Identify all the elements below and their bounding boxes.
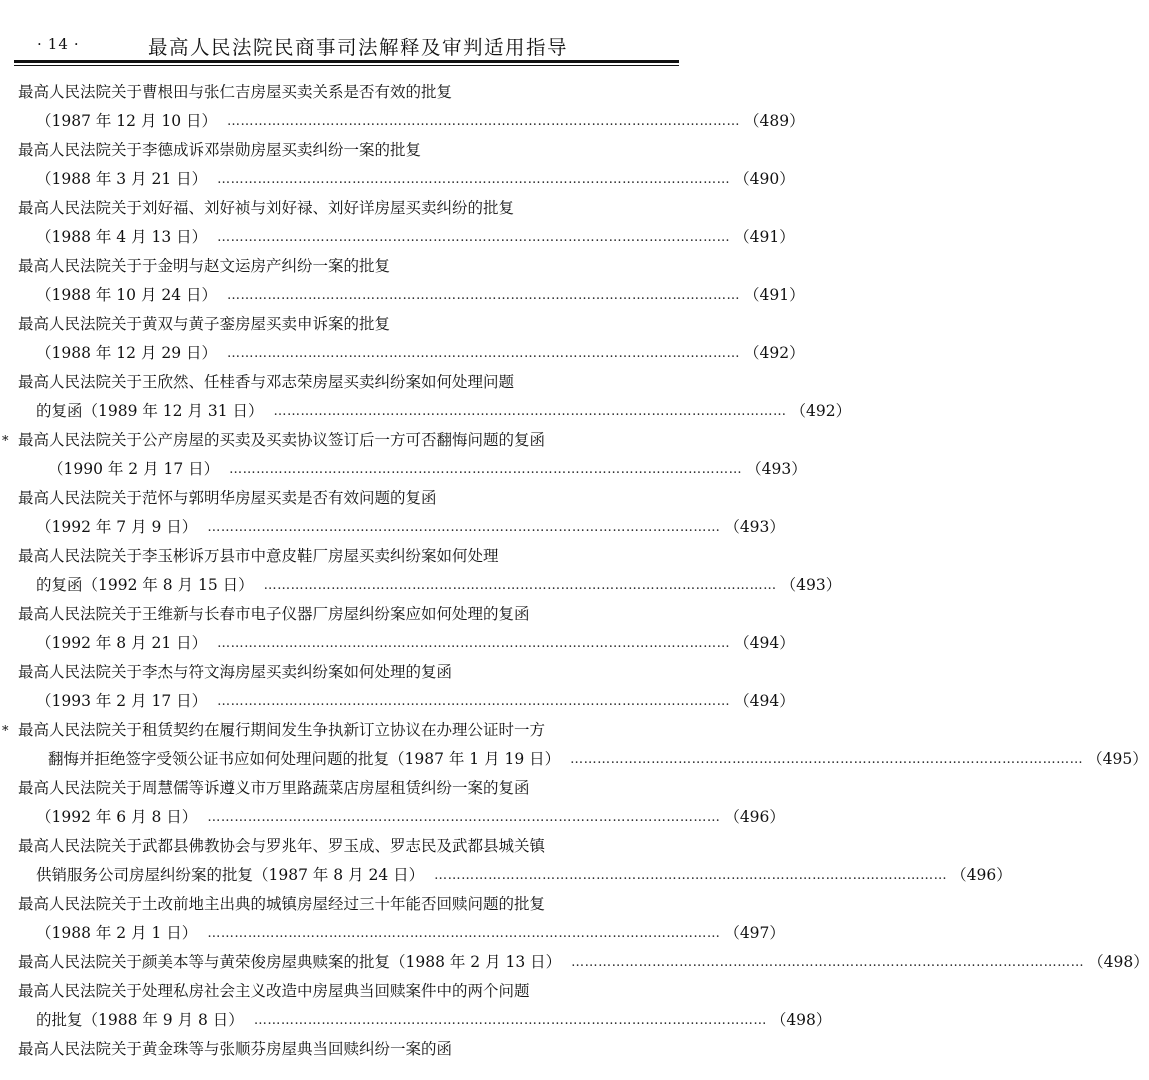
toc-entry-date: 翻悔并拒绝签字受领公证书应如何处理问题的批复（1987 年 1 月 19 日） <box>48 750 561 768</box>
toc-entry-date: （1988 年 4 月 13 日） <box>36 228 208 246</box>
dot-leader: …………………………………………………………………………………………………… <box>273 404 787 419</box>
toc-entry-page: （490） <box>734 170 795 188</box>
dot-leader: …………………………………………………………………………………………………… <box>217 636 731 651</box>
toc-entry-page: （496） <box>951 866 1012 884</box>
toc-entry-title: 最高人民法院关于租赁契约在履行期间发生争执新订立协议在办理公证时一方 <box>18 721 546 739</box>
toc-entry-title: 最高人民法院关于刘好福、刘好祯与刘好禄、刘好详房屋买卖纠纷的批复 <box>18 199 515 217</box>
toc-entry-page: （491） <box>744 286 805 304</box>
dot-leader: …………………………………………………………………………………………………… <box>227 288 741 303</box>
toc-entry-date: 供销服务公司房屋纠纷案的批复（1987 年 8 月 24 日） <box>36 866 425 884</box>
toc-entry-date: 的复函（1989 年 12 月 31 日） <box>36 402 264 420</box>
toc-entry-page: （494） <box>734 692 795 710</box>
toc-entry-title-line <box>18 832 672 861</box>
toc-entry-sub-line <box>18 513 785 542</box>
toc-entry-page: （493） <box>724 518 785 536</box>
toc-entry-sub-line <box>18 687 795 716</box>
toc-entry-title: 最高人民法院关于于金明与赵文运房产纠纷一案的批复 <box>18 257 391 275</box>
toc-entry-sub-line <box>18 107 805 136</box>
toc-entry-title-line <box>18 484 672 513</box>
toc-entry-sub-line <box>18 281 805 310</box>
dot-leader: …………………………………………………………………………………………………… <box>217 694 731 709</box>
dot-leader: …………………………………………………………………………………………………… <box>227 346 741 361</box>
star-marker-icon: * <box>2 724 9 739</box>
toc-entry-date: （1988 年 3 月 21 日） <box>36 170 208 188</box>
toc-entry-sub-line <box>18 919 785 948</box>
toc-entry-title-line <box>18 194 672 223</box>
toc-entry-sub-line <box>18 745 1148 774</box>
toc-entry-title-line <box>18 310 672 339</box>
toc-entry <box>18 890 785 948</box>
toc-entry-title: 最高人民法院关于武都县佛教协会与罗兆年、罗玉成、罗志民及武都县城关镇 <box>18 837 546 855</box>
toc-entry-page: （498） <box>770 1011 832 1029</box>
toc-entry-title-line <box>18 890 672 919</box>
table-of-contents <box>2 78 1149 1064</box>
toc-entry-title: 最高人民法院关于周慧儒等诉遵义市万里路蔬菜店房屋租赁纠纷一案的复函 <box>18 779 530 797</box>
toc-entry-title-line <box>18 977 672 1006</box>
toc-entry-page: （496） <box>724 808 785 826</box>
toc-entry-date: （1990 年 2 月 17 日） <box>48 460 220 478</box>
dot-leader: …………………………………………………………………………………………………… <box>263 578 777 593</box>
toc-entry-sub-line <box>18 455 807 484</box>
toc-entry <box>18 832 1012 890</box>
dot-leader: …………………………………………………………………………………………………… <box>434 868 948 883</box>
toc-entry-sub-line <box>18 1006 832 1035</box>
toc-entry-title-line <box>18 1035 672 1064</box>
toc-entry <box>18 484 785 542</box>
toc-entry <box>18 194 795 252</box>
toc-entry-date: 的批复（1988 年 9 月 8 日） <box>36 1011 244 1029</box>
toc-entry-page: （493） <box>746 460 807 478</box>
toc-entry-page: （491） <box>734 228 795 246</box>
dot-leader: …………………………………………………………………………………………………… <box>217 172 731 187</box>
toc-entry-date: （1992 年 8 月 21 日） <box>36 634 208 652</box>
toc-entry-title-line <box>18 78 672 107</box>
toc-entry <box>18 658 795 716</box>
toc-entry-title: 最高人民法院关于李杰与符文海房屋买卖纠纷案如何处理的复函 <box>18 663 453 681</box>
toc-entry-page: （498） <box>1088 953 1149 971</box>
page-header <box>14 16 679 64</box>
toc-entry <box>2 716 1148 774</box>
toc-entry-page: （497） <box>724 924 785 942</box>
dot-leader: …………………………………………………………………………………………………… <box>229 462 743 477</box>
toc-entry-date: （1988 年 2 月 1 日） <box>36 924 198 942</box>
toc-entry-title: 最高人民法院关于处理私房社会主义改造中房屋典当回赎案件中的两个问题 <box>18 982 530 1000</box>
toc-entry-title: 最高人民法院关于李玉彬诉万县市中意皮鞋厂房屋买卖纠纷案如何处理 <box>18 547 499 565</box>
header-rule-thin <box>14 65 679 66</box>
toc-entry-title-line <box>18 774 672 803</box>
toc-entry <box>18 948 1149 977</box>
toc-entry <box>18 774 785 832</box>
toc-entry <box>18 977 832 1035</box>
dot-leader: …………………………………………………………………………………………………… <box>227 114 741 129</box>
toc-entry-title: 最高人民法院关于王欣然、任桂香与邓志荣房屋买卖纠纷案如何处理问题 <box>18 373 515 391</box>
star-marker-icon: * <box>2 434 9 449</box>
toc-entry-date: （1987 年 12 月 10 日） <box>36 112 218 130</box>
toc-entry-sub-line <box>18 165 795 194</box>
toc-entry <box>18 252 805 310</box>
running-title: 最高人民法院民商事司法解释及审判适用指导 <box>148 36 569 59</box>
toc-entry-sub-line <box>18 339 805 368</box>
toc-entry-date: （1993 年 2 月 17 日） <box>36 692 208 710</box>
toc-entry-date: （1988 年 12 月 29 日） <box>36 344 218 362</box>
toc-entry-page: （493） <box>780 576 842 594</box>
toc-entry-title: 最高人民法院关于颜美本等与黄荣俊房屋典赎案的批复（1988 年 2 月 13 日） <box>18 953 562 971</box>
toc-entry-title-line <box>18 368 672 397</box>
toc-entry-page: （495） <box>1087 750 1148 768</box>
dot-leader: …………………………………………………………………………………………………… <box>207 520 721 535</box>
dot-leader: …………………………………………………………………………………………………… <box>207 926 721 941</box>
page-number-value: 14 <box>47 35 69 53</box>
toc-entry-title: 最高人民法院关于黄金珠等与张顺芬房屋典当回赎纠纷一案的函 <box>18 1040 453 1058</box>
toc-entry <box>18 78 805 136</box>
toc-entry-title: 最高人民法院关于黄双与黄子銮房屋买卖申诉案的批复 <box>18 315 391 333</box>
toc-entry-sub-line <box>18 223 795 252</box>
toc-entry-title-line <box>18 252 672 281</box>
toc-entry-sub-line <box>18 803 785 832</box>
toc-entry <box>18 310 805 368</box>
toc-entry <box>18 1035 672 1064</box>
toc-entry-title: 最高人民法院关于李德成诉邓崇勋房屋买卖纠纷一案的批复 <box>18 141 422 159</box>
dot-leader: …………………………………………………………………………………………………… <box>217 230 731 245</box>
page-number: · 14 · <box>37 35 80 53</box>
toc-entry-date: （1988 年 10 月 24 日） <box>36 286 218 304</box>
toc-entry-line <box>18 948 1149 977</box>
dot-leader: …………………………………………………………………………………………………… <box>571 955 1085 970</box>
toc-entry-title-line <box>2 716 672 745</box>
toc-entry-title-line <box>18 600 672 629</box>
toc-entry-sub-line <box>18 629 795 658</box>
toc-entry-sub-line <box>18 397 852 426</box>
toc-entry-date: （1992 年 6 月 8 日） <box>36 808 198 826</box>
toc-entry-title-line <box>18 542 672 571</box>
toc-entry-page: （492） <box>790 402 852 420</box>
toc-entry-date: 的复函（1992 年 8 月 15 日） <box>36 576 254 594</box>
toc-entry <box>18 368 852 426</box>
toc-entry <box>18 542 842 600</box>
dot-leader: …………………………………………………………………………………………………… <box>570 752 1084 767</box>
toc-entry-page: （494） <box>734 634 795 652</box>
toc-entry <box>18 600 795 658</box>
toc-entry-title-line <box>18 136 672 165</box>
toc-entry-date: （1992 年 7 月 9 日） <box>36 518 198 536</box>
toc-entry-page: （492） <box>744 344 805 362</box>
toc-entry-title: 最高人民法院关于王维新与长春市电子仪器厂房屋纠纷案应如何处理的复函 <box>18 605 530 623</box>
dot-leader: …………………………………………………………………………………………………… <box>207 810 721 825</box>
toc-entry-sub-line <box>18 861 1012 890</box>
dot-leader: …………………………………………………………………………………………………… <box>253 1013 767 1028</box>
toc-entry-title: 最高人民法院关于公产房屋的买卖及买卖协议签订后一方可否翻悔问题的复函 <box>18 431 546 449</box>
toc-entry-title: 最高人民法院关于范怀与郭明华房屋买卖是否有效问题的复函 <box>18 489 437 507</box>
toc-entry <box>2 426 807 484</box>
toc-entry-title-line <box>2 426 672 455</box>
toc-entry-sub-line <box>18 571 842 600</box>
toc-entry-title: 最高人民法院关于曹根田与张仁吉房屋买卖关系是否有效的批复 <box>18 83 453 101</box>
toc-entry-title: 最高人民法院关于土改前地主出典的城镇房屋经过三十年能否回赎问题的批复 <box>18 895 546 913</box>
toc-entry-title-line <box>18 658 672 687</box>
toc-entry-page: （489） <box>744 112 805 130</box>
toc-entry <box>18 136 795 194</box>
header-rule-thick <box>14 60 679 63</box>
